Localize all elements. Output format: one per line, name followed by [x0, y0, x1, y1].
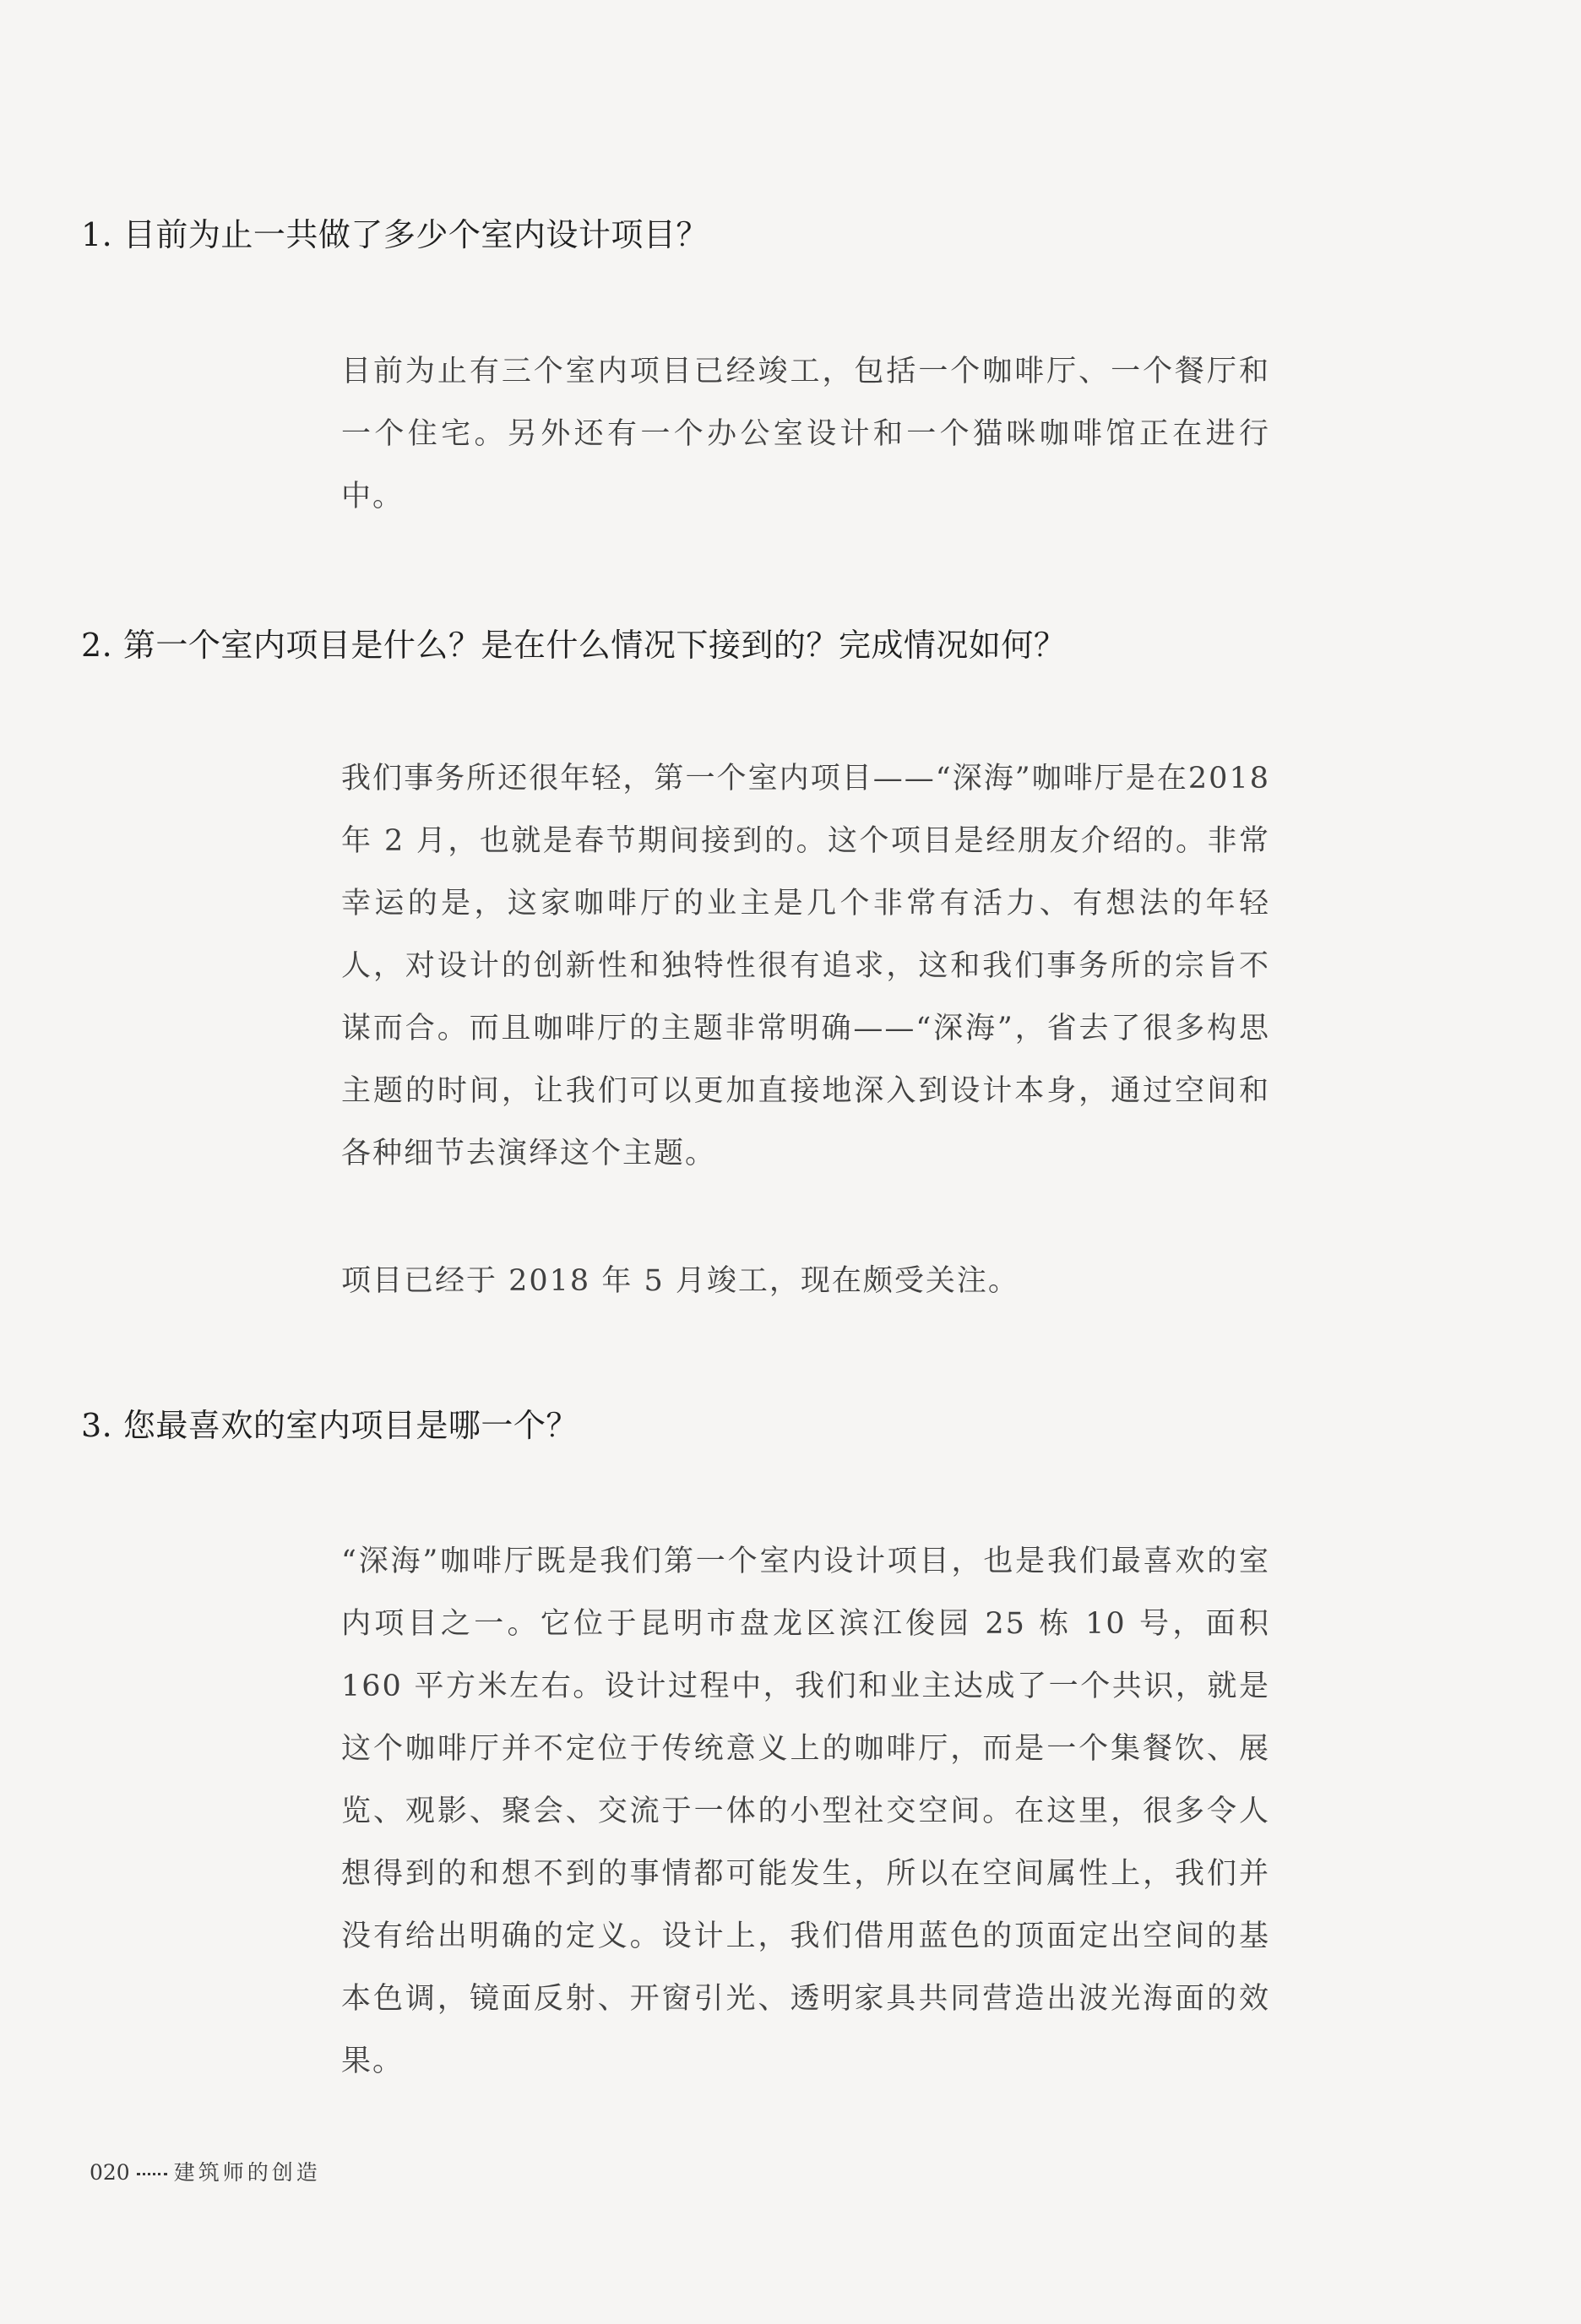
- answer-3-paragraph-1: “深海”咖啡厅既是我们第一个室内设计项目，也是我们最喜欢的室内项目之一。它位于昆明市盘龙区滨江俊园 25 栋 10 号，面积 160 平方米左右。设计过程中，我们和业主达成了一个共识，就是这个咖啡厅并不定位于传统意义上的咖啡厅，而是一个集餐饮、展览、观影、聚会、交流于一体的小型社交空间。在这里，很多令人想得到的和想不到的事情都可能发生，所以在空间属性上，我们并没有给出明确的定义。设计上，我们借用蓝色的顶面定出空间的基本色调，镜面反射、开窗引光、透明家具共同营造出波光海面的效果。: [341, 1545, 1270, 2078]
- book-title: 建筑师的创造: [173, 2160, 321, 2185]
- page-number: 020: [90, 2160, 130, 2185]
- footer-separator: [137, 2173, 167, 2175]
- answer-2-paragraph-1: 我们事务所还很年轻，第一个室内项目——“深海”咖啡厅是在2018 年 2 月，也就是春节期间接到的。这个项目是经朋友介绍的。非常幸运的是，这家咖啡厅的业主是几个非常有活力、有想法的年轻人，对设计的创新性和独特性很有追求，这和我们事务所的宗旨不谋而合。而且咖啡厅的主题非常明确——“深海”，省去了很多构思主题的时间，让我们可以更加直接地深入到设计本身，通过空间和各种细节去演绎这个主题。: [341, 762, 1270, 1170]
- question-1: 1. 目前为止一共做了多少个室内设计项目？: [81, 216, 709, 253]
- page-footer: [90, 2158, 321, 2187]
- answer-2-paragraph-2: 项目已经于 2018 年 5 月竣工，现在颇受关注。: [341, 1264, 1019, 1298]
- question-2: 2. 第一个室内项目是什么？是在什么情况下接到的？完成情况如何？: [81, 627, 1067, 664]
- question-3: 3. 您最喜欢的室内项目是哪一个？: [81, 1407, 579, 1444]
- answer-1-paragraph-1: 目前为止有三个室内项目已经竣工，包括一个咖啡厅、一个餐厅和一个住宅。另外还有一个办公室设计和一个猫咪咖啡馆正在进行中。: [341, 355, 1270, 513]
